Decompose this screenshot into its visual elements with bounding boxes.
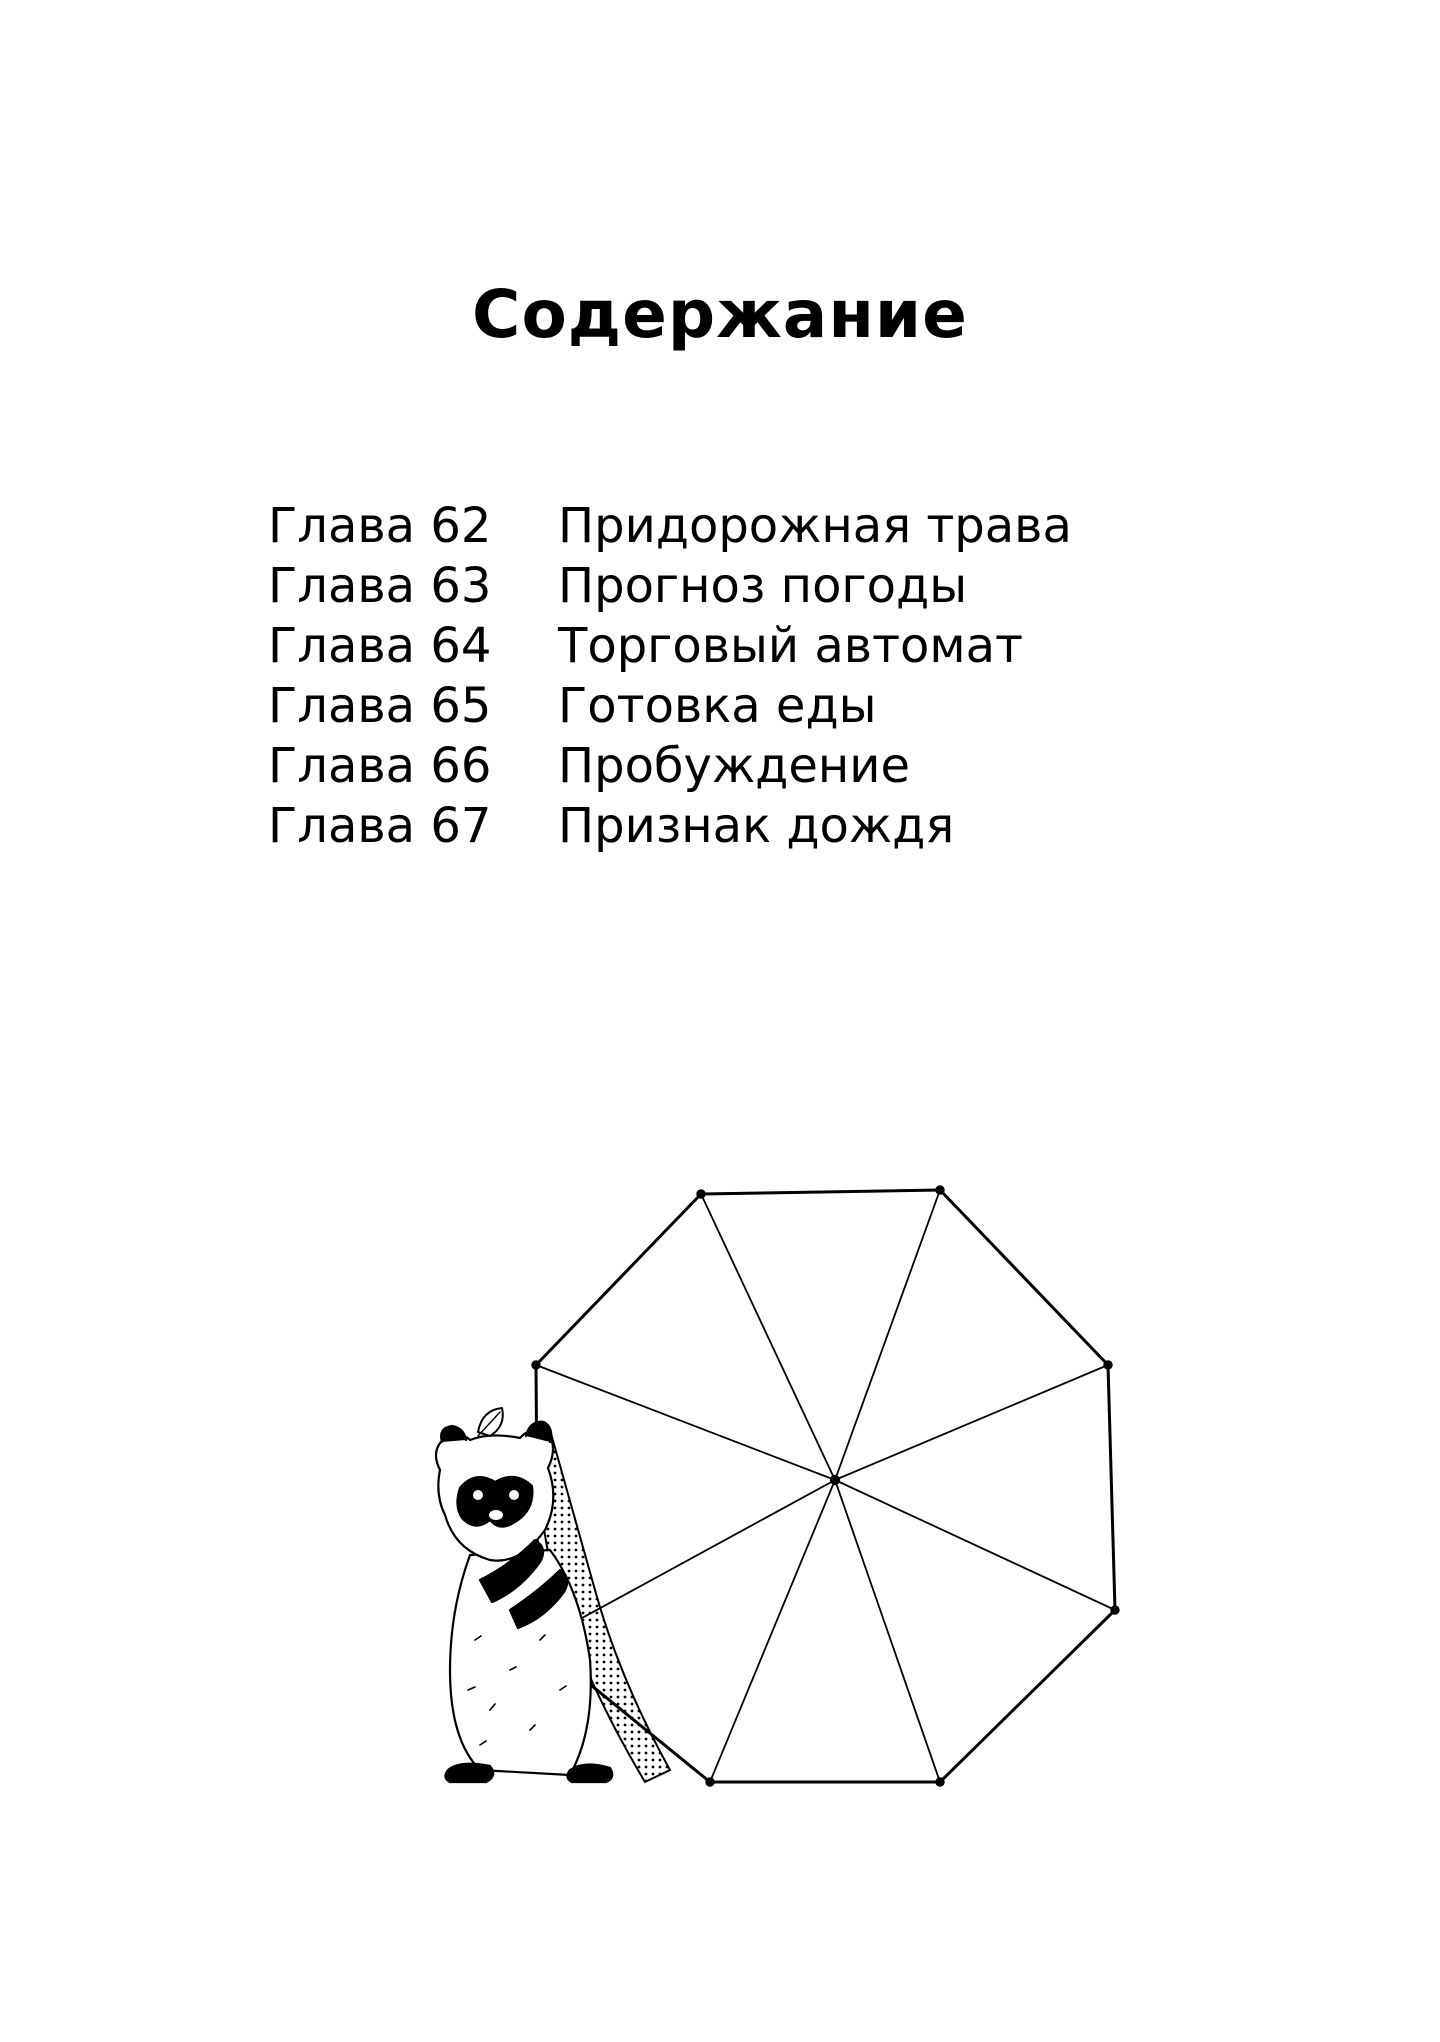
raccoon-dog-with-umbrella-icon bbox=[420, 1170, 1140, 1800]
chapter-title: Пробуждение bbox=[558, 738, 911, 794]
toc-row-66 bbox=[268, 736, 1168, 796]
chapter-number: Глава 65 bbox=[268, 678, 492, 734]
toc-row-67 bbox=[268, 796, 1168, 856]
chapter-number: Глава 66 bbox=[268, 738, 492, 794]
table-of-contents bbox=[268, 496, 1168, 856]
chapter-title: Придорожная трава bbox=[558, 498, 1072, 554]
page-title: Содержание bbox=[472, 276, 968, 353]
chapter-number: Глава 64 bbox=[268, 618, 492, 674]
chapter-number: Глава 63 bbox=[268, 558, 492, 614]
toc-row-64 bbox=[268, 616, 1168, 676]
chapter-number: Глава 62 bbox=[268, 498, 492, 554]
chapter-title: Готовка еды bbox=[558, 678, 877, 734]
toc-row-63 bbox=[268, 556, 1168, 616]
toc-row-62 bbox=[268, 496, 1168, 556]
chapter-number: Глава 67 bbox=[268, 798, 492, 854]
chapter-title: Признак дождя bbox=[558, 798, 955, 854]
chapter-title: Торговый автомат bbox=[558, 618, 1023, 674]
toc-row-65 bbox=[268, 676, 1168, 736]
chapter-title: Прогноз погоды bbox=[558, 558, 968, 614]
